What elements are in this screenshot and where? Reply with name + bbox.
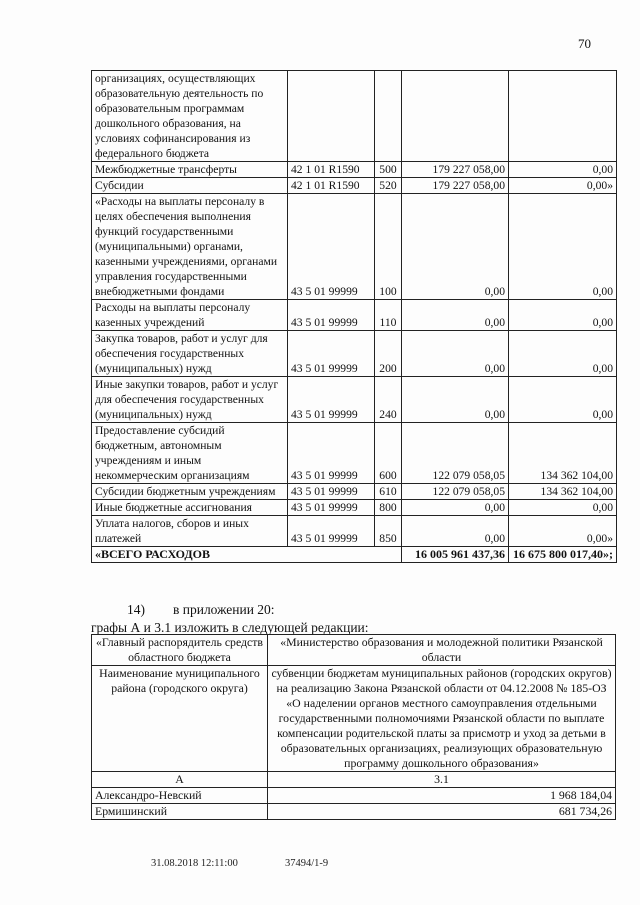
table-row [92, 377, 617, 423]
row-name: Иные бюджетные ассигнования [92, 500, 288, 516]
row-expense-type: 800 [375, 500, 402, 516]
row-amount-2020: 0,00 [509, 377, 617, 423]
row-amount-2020: 0,00 [509, 500, 617, 516]
total-label: «ВСЕГО РАСХОДОВ [92, 547, 402, 563]
row-expense-type: 520 [375, 178, 402, 194]
table-row [92, 300, 617, 331]
row-amount-2019: 0,00 [402, 500, 509, 516]
row-amount-2019: 0,00 [402, 300, 509, 331]
row-target-code: 43 5 01 99999 [288, 377, 375, 423]
row-amount-2020: 134 362 104,00 [509, 484, 617, 500]
row-expense-type: 110 [375, 300, 402, 331]
row-target-code: 42 1 01 R1590 [288, 178, 375, 194]
row-amount-2020: 134 362 104,00 [509, 423, 617, 484]
table-row [92, 194, 617, 300]
row-expense-type: 500 [375, 162, 402, 178]
region-name: Ермишинский [92, 804, 268, 820]
row-amount-2020: 0,00 [509, 162, 617, 178]
row-amount-2019 [402, 71, 509, 162]
row-target-code: 43 5 01 99999 [288, 300, 375, 331]
footer-doc-number: 37494/1-9 [285, 858, 329, 869]
region-amount: 1 968 184,04 [268, 788, 616, 804]
row-amount-2019: 0,00 [402, 194, 509, 300]
row-target-code: 43 5 01 99999 [288, 516, 375, 547]
table-row [92, 178, 617, 194]
row-amount-2019: 0,00 [402, 377, 509, 423]
row-expense-type: 240 [375, 377, 402, 423]
item-text: в приложении 20: [173, 602, 275, 617]
row-name: Расходы на выплаты персоналу казенных учреждений [92, 300, 288, 331]
row-name: Иные закупки товаров, работ и услуг для обеспечения государственных (муниципальных) нужд [92, 377, 288, 423]
expense-table [91, 70, 617, 563]
table-row [92, 423, 617, 484]
table-row [92, 788, 616, 804]
header-cell-distributor: «Главный распорядитель средств областного бюджета [92, 635, 268, 666]
row-amount-2019: 122 079 058,05 [402, 423, 509, 484]
row-amount-2020: 0,00 [509, 300, 617, 331]
footer-date: 31.08.2018 12:11:00 [151, 858, 238, 869]
row-name: «Расходы на выплаты персоналу в целях обеспечения выполнения функций государственными (муниципальными) органами, казенными учреждениями, органами управления государственными внебюджетными фондами [92, 194, 288, 300]
row-target-code: 43 5 01 99999 [288, 500, 375, 516]
row-amount-2020: 0,00 [509, 331, 617, 377]
header-cell-subvention: субвенции бюджетам муниципальных районов (городских округов) на реализацию Закона Рязанской области от 04.12.2008 № 185-ОЗ «О наделении органов местного самоуправления отдельными государственными полномочиями Рязанской области по выплате компенсации родительской платы за присмотр и уход за детьми в образовательных организациях, реализующих образовательную программу дошкольного образования» [268, 666, 616, 772]
table-row [92, 516, 617, 547]
row-expense-type: 600 [375, 423, 402, 484]
row-amount-2019: 122 079 058,05 [402, 484, 509, 500]
table-row [92, 500, 617, 516]
row-name: Субсидии [92, 178, 288, 194]
row-target-code: 43 5 01 99999 [288, 484, 375, 500]
table-row [92, 71, 617, 162]
row-name: организациях, осуществляющих образовательную деятельность по образовательным программам дошкольного образования, на условиях софинансирования из федерального бюджета [92, 71, 288, 162]
row-target-code: 42 1 01 R1590 [288, 162, 375, 178]
row-amount-2019: 179 227 058,00 [402, 178, 509, 194]
header-cell-region-name: Наименование муниципального района (городского округа) [92, 666, 268, 772]
row-amount-2019: 0,00 [402, 331, 509, 377]
row-amount-2020 [509, 71, 617, 162]
table-row [92, 162, 617, 178]
list-item-14 [127, 602, 275, 618]
row-expense-type [375, 71, 402, 162]
intro-text: графы А и 3.1 изложить в следующей редакции: [91, 620, 369, 635]
header-cell-ministry: «Министерство образования и молодежной политики Рязанской области [268, 635, 616, 666]
appendix-table [91, 634, 616, 820]
table-row [92, 331, 617, 377]
row-name: Субсидии бюджетным учреждениям [92, 484, 288, 500]
row-amount-2020: 0,00» [509, 516, 617, 547]
total-amount-2019: 16 005 961 437,36 [402, 547, 509, 563]
row-amount-2019: 0,00 [402, 516, 509, 547]
row-target-code: 43 5 01 99999 [288, 423, 375, 484]
row-name: Уплата налогов, сборов и иных платежей [92, 516, 288, 547]
page-number: 70 [578, 36, 591, 51]
row-target-code: 43 5 01 99999 [288, 331, 375, 377]
row-amount-2019: 179 227 058,00 [402, 162, 509, 178]
table-row [92, 804, 616, 820]
row-target-code [288, 71, 375, 162]
row-amount-2020: 0,00 [509, 194, 617, 300]
total-row [92, 547, 617, 563]
row-expense-type: 850 [375, 516, 402, 547]
item-number: 14) [127, 602, 145, 617]
row-target-code: 43 5 01 99999 [288, 194, 375, 300]
row-expense-type: 200 [375, 331, 402, 377]
row-name: Закупка товаров, работ и услуг для обеспечения государственных (муниципальных) нужд [92, 331, 288, 377]
row-name: Предоставление субсидий бюджетным, автономным учреждениям и иным некоммерческим организациям [92, 423, 288, 484]
row-name: Межбюджетные трансферты [92, 162, 288, 178]
region-amount: 681 734,26 [268, 804, 616, 820]
table-row [92, 484, 617, 500]
row-expense-type: 610 [375, 484, 402, 500]
row-amount-2020: 0,00» [509, 178, 617, 194]
column-label-a: А [92, 772, 268, 788]
total-amount-2020: 16 675 800 017,40»; [509, 547, 617, 563]
region-name: Александро-Невский [92, 788, 268, 804]
row-expense-type: 100 [375, 194, 402, 300]
column-label-3-1: 3.1 [268, 772, 616, 788]
